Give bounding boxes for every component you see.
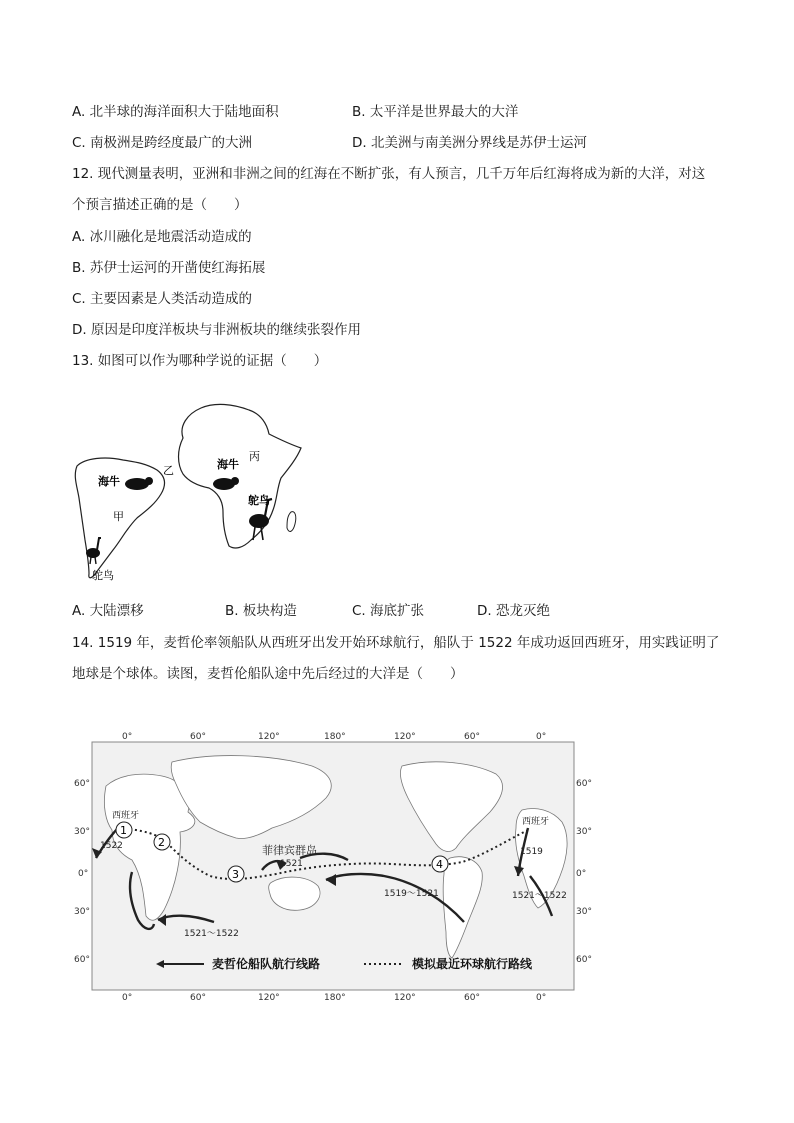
left-lat-3: 30° — [74, 907, 90, 917]
q13-stem: 13. 如图可以作为哪种学说的证据（ ） — [72, 353, 328, 369]
legend-sim-label: 模拟最近环球航行路线 — [412, 957, 533, 971]
bottom-lon-3: 180° — [324, 993, 346, 1002]
sa-ostrich-label: 鸵鸟 — [92, 569, 114, 582]
right-lat-3: 30° — [576, 907, 592, 917]
spain-right-label: 西班牙 — [522, 817, 550, 827]
top-lon-4: 120° — [394, 732, 416, 742]
top-lon-0: 0° — [122, 732, 133, 742]
q13-continent-figure — [65, 388, 315, 588]
year-1521-1522-left-label: 1521～1522 — [184, 929, 239, 939]
top-lon-5: 60° — [464, 732, 480, 742]
q11-option-c: C. 南极洲是跨经度最广的大洲 — [72, 135, 253, 151]
right-lat-4: 60° — [576, 955, 592, 965]
sa-manatee-label: 海牛 — [98, 475, 120, 488]
year-1521-1522-right-label: 1521～1522 — [512, 891, 567, 901]
bottom-lon-4: 120° — [394, 993, 416, 1002]
bottom-lon-6: 0° — [536, 993, 547, 1002]
left-lat-0: 60° — [74, 779, 90, 789]
q14-stem-line1: 14. 1519 年，麦哲伦率领船队从西班牙出发开始环球航行，船队于 1522 年成功返回西班牙，用实践证明了 — [72, 635, 720, 651]
left-lat-2: 0° — [78, 869, 89, 879]
spain-left-label: 西班牙 — [112, 811, 140, 821]
legend-route-label: 麦哲伦船队航行线路 — [212, 957, 321, 971]
marker-1-label: 1 — [120, 824, 127, 837]
q13-option-c: C. 海底扩张 — [352, 603, 425, 619]
year-1521-label: 1521 — [280, 859, 303, 869]
q13-option-d: D. 恐龙灭绝 — [477, 603, 550, 619]
q12-option-a: A. 冰川融化是地震活动造成的 — [72, 229, 252, 245]
top-lon-1: 60° — [190, 732, 206, 742]
q12-stem-line2: 个预言描述正确的是（ ） — [72, 197, 248, 213]
bottom-lon-1: 60° — [190, 993, 206, 1002]
q13-option-a: A. 大陆漂移 — [72, 603, 144, 619]
bottom-lon-0: 0° — [122, 993, 133, 1002]
label-bing: 丙 — [249, 450, 260, 463]
bottom-lon-5: 60° — [464, 993, 480, 1002]
label-jia: 甲 — [113, 510, 124, 523]
right-lat-1: 30° — [576, 827, 592, 837]
marker-3-label: 3 — [232, 868, 239, 881]
year-1522-label: 1522 — [100, 841, 123, 851]
bottom-lon-2: 120° — [258, 993, 280, 1002]
label-yi: 乙 — [163, 464, 174, 477]
year-1519-label: 1519 — [520, 847, 543, 857]
af-ostrich-label: 鸵鸟 — [248, 494, 270, 507]
africa-outline — [179, 404, 302, 548]
q12-option-d: D. 原因是印度洋板块与非洲板块的继续张裂作用 — [72, 322, 361, 338]
marker-2-label: 2 — [158, 836, 165, 849]
madagascar-outline — [287, 512, 296, 532]
marker-4-label: 4 — [436, 858, 443, 871]
top-lon-3: 180° — [324, 732, 346, 742]
q13-option-b: B. 板块构造 — [225, 603, 297, 619]
left-lat-1: 30° — [74, 827, 90, 837]
q14-stem-line2: 地球是个球体。读图，麦哲伦船队途中先后经过的大洋是（ ） — [72, 666, 464, 682]
q12-stem-line1: 12. 现代测量表明，亚洲和非洲之间的红海在不断扩张，有人预言，几千万年后红海将成为新的大洋，对这 — [72, 166, 706, 182]
year-1519-1521-label: 1519～1521 — [384, 889, 439, 899]
q11-option-b: B. 太平洋是世界最大的大洋 — [352, 104, 519, 120]
q12-option-c: C. 主要因素是人类活动造成的 — [72, 291, 253, 307]
philippines-label: 菲律宾群岛 — [262, 844, 317, 857]
q14-world-route-map — [72, 726, 592, 1002]
left-lat-4: 60° — [74, 955, 90, 965]
top-lon-6: 0° — [536, 732, 547, 742]
right-lat-0: 60° — [576, 779, 592, 789]
q11-option-a: A. 北半球的海洋面积大于陆地面积 — [72, 104, 279, 120]
right-lat-2: 0° — [576, 869, 587, 879]
q12-option-b: B. 苏伊士运河的开凿使红海拓展 — [72, 260, 266, 276]
q11-option-d: D. 北美洲与南美洲分界线是苏伊士运河 — [352, 135, 587, 151]
af-manatee-label: 海牛 — [217, 458, 239, 471]
top-lon-2: 120° — [258, 732, 280, 742]
